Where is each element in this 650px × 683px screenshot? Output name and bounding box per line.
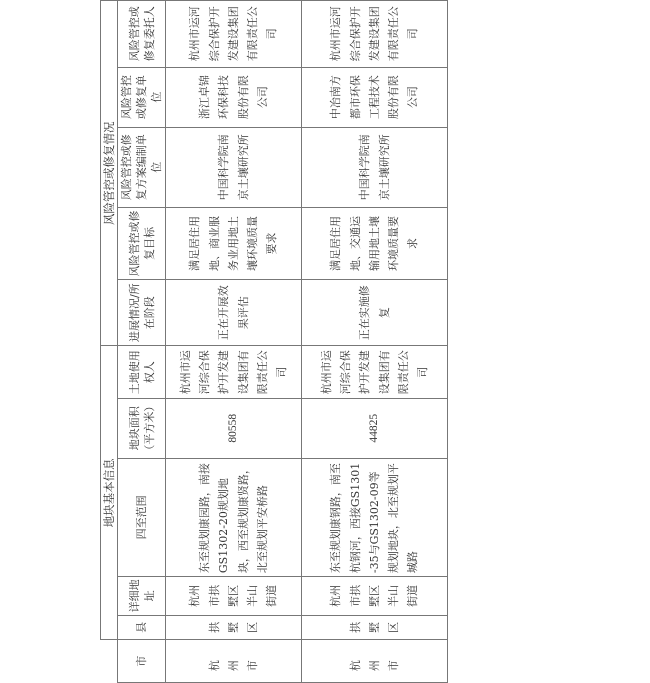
group-header-basic-info: 地块基本信息 — [101, 346, 118, 640]
remediation-table — [100, 0, 448, 683]
cell-exec-unit: 浙江卓锦环保科技股份有限公司 — [166, 67, 302, 127]
cell-boundary: 东至规划康园路，南接GS1302-20规划地块，西至规划康贤路，北至规划平安桥路 — [166, 458, 302, 577]
col-header-plan-unit: 风险管控或修复方案编制单位 — [118, 127, 166, 207]
col-header-area: 地块面积（平方米） — [118, 398, 166, 458]
col-header-client: 风险管控或修复委托人 — [118, 1, 166, 68]
cell-client: 杭州市运河综合保护开发建设集团有限责任公司 — [166, 1, 302, 68]
col-header-exec-unit: 风险管控或修复单位 — [118, 67, 166, 127]
cell-area: 80558 — [166, 398, 302, 458]
cell-plan-unit: 中国科学院南京土壤研究所 — [302, 127, 448, 207]
cell-land-user: 杭州市运河综合保护开发建设集团有限责任公司 — [166, 346, 302, 399]
col-header-progress: 进展情况/所在阶段 — [118, 279, 166, 346]
cell-target: 满足居住用地、商业服务业用地土壤环境质量要求 — [166, 208, 302, 280]
cell-plan-unit: 中国科学院南京土壤研究所 — [166, 127, 302, 207]
cell-progress: 正在开展效果评估 — [166, 279, 302, 346]
cell-progress: 正在实施修复 — [302, 279, 448, 346]
cell-city: 杭州市 — [302, 640, 448, 683]
cell-boundary: 东至规划康钢路，南至杭钢河，西接GS1301-35与GS1302-09等规划地块，北至规划平城路 — [302, 458, 448, 577]
col-header-boundary: 四至范围 — [118, 458, 166, 577]
col-header-address: 详细地址 — [118, 577, 166, 616]
cell-city: 杭州市 — [166, 640, 302, 683]
group-header-risk-control: 风险管控或修复情况 — [101, 1, 118, 346]
cell-client: 杭州市运河综合保护开发建设集团有限责任公司 — [302, 1, 448, 68]
col-header-county: 县 — [118, 615, 166, 640]
table-row — [302, 1, 448, 683]
table-row — [166, 1, 302, 683]
cell-target: 满足居住用地、交通运输用地土壤环境质量要求 — [302, 208, 448, 280]
col-header-target: 风险管控或修复目标 — [118, 208, 166, 280]
cell-address: 杭州市拱墅区半山街道 — [302, 577, 448, 616]
cell-area: 44825 — [302, 398, 448, 458]
cell-county: 拱墅区 — [302, 615, 448, 640]
cell-address: 杭州市拱墅区半山街道 — [166, 577, 302, 616]
cell-exec-unit: 中冶南方都市环保工程技术股份有限公司 — [302, 67, 448, 127]
cell-county: 拱墅区 — [166, 615, 302, 640]
col-header-city: 市 — [118, 640, 166, 683]
cell-land-user: 杭州市运河综合保护开发建设集团有限责任公司 — [302, 346, 448, 399]
blank-corner — [101, 640, 118, 683]
col-header-land-user: 土地使用权人 — [118, 346, 166, 399]
